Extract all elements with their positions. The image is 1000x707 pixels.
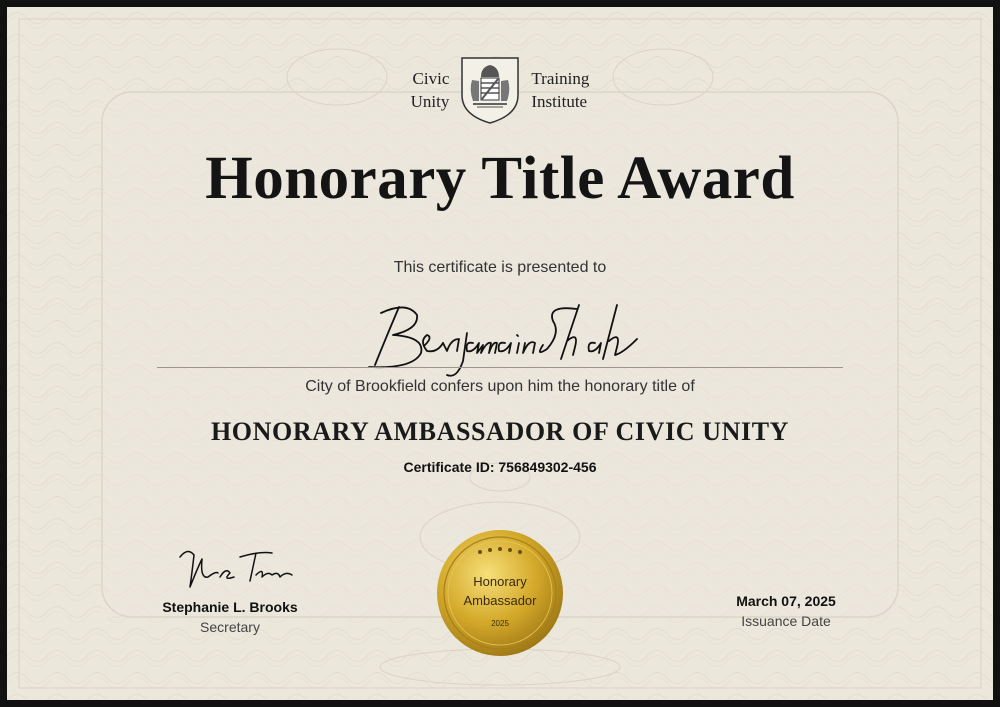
certificate-title: Honorary Title Award: [205, 145, 795, 212]
organization-name-right: [531, 67, 589, 113]
presented-to-text: This certificate is presented to: [393, 259, 607, 276]
org-name-line: Unity: [410, 92, 450, 111]
confers-text: City of Brookfield confers upon him the honorary title of: [305, 378, 695, 395]
issuance-date-label: Issuance Date: [741, 613, 831, 629]
org-name-line: Civic: [412, 69, 450, 88]
org-name-line: Institute: [531, 92, 588, 111]
coat-of-arms-icon: [459, 55, 521, 125]
seal-text-line2: Ambassador: [463, 593, 537, 608]
honorary-title: HONORARY AMBASSADOR OF CIVIC UNITY: [210, 417, 790, 446]
signatory-name: Stephanie L. Brooks: [162, 599, 298, 615]
certificate-id: Certificate ID: 756849302-456: [403, 459, 597, 475]
signatory-block: [110, 537, 350, 635]
seal-text-line1: Honorary: [473, 574, 527, 589]
recipient-name-signature: [347, 295, 667, 387]
organization-header: [7, 55, 993, 125]
issuance-date: March 07, 2025: [736, 593, 836, 609]
issuance-block: [666, 537, 906, 629]
organization-name-left: [411, 67, 450, 113]
org-name-line: Training: [531, 69, 590, 88]
seal-stars-icon: [477, 546, 523, 556]
seal-year: 2025: [491, 619, 509, 628]
secretary-signature: [160, 537, 300, 599]
recipient-underline: [157, 367, 843, 368]
signatory-role: Secretary: [200, 619, 260, 635]
certificate: [7, 7, 993, 700]
